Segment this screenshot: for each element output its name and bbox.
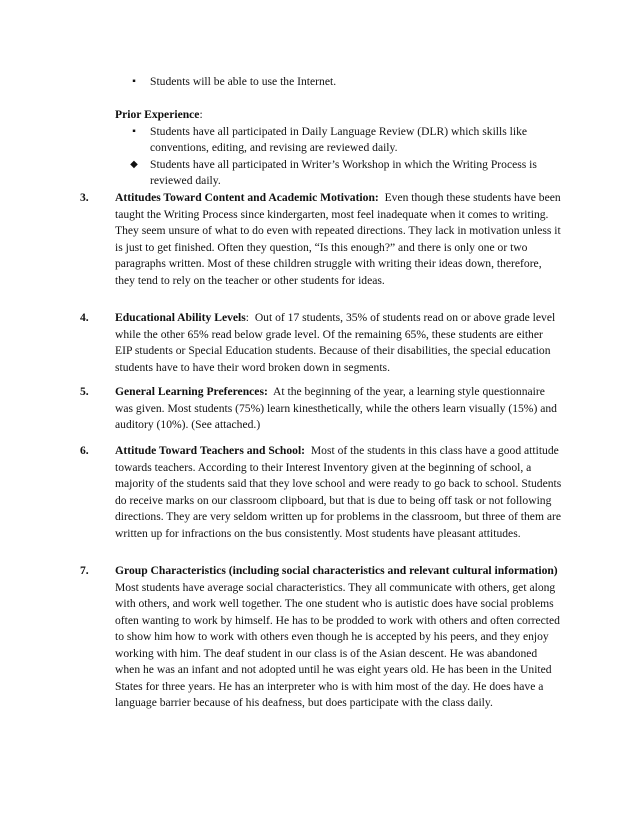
section-title: Group Characteristics (including social characteristics and relevant cultural information)	[115, 564, 558, 577]
prior-experience-heading: Prior Experience:	[115, 108, 203, 121]
section-body: Educational Ability Levels: Out of 17 students, 35% of students read on or above grade level while the other 65% read below grade level. Of the remaining 65%, these students are either EIP students or Special Education students. Because of their disabilities, the special education students have to have their word broken down in segments.	[115, 311, 556, 374]
section-title: Attitudes Toward Content and Academic Motivation:	[115, 191, 379, 204]
prior-experience-section	[0, 107, 638, 190]
section-text: Even though these students have been taught the Writing Process since kindergarten, most feel inadequate when it comes to writing. They seem unsure of what to do even with repeated directions. They lack in motivation unless it is just to get finished. Often they question, “Is this enough?” and there is only one or two paragraphs written. Most of these children struggle with writing their ideas down, therefore, they tend to rely on the teacher or other students for ideas.	[115, 191, 561, 287]
section-group-characteristics	[80, 563, 562, 712]
section-text: Out of 17 students, 35% of students read on or above grade level while the other 65% read below grade level. Of the remaining 65%, these students are either EIP students or Special Education students. Because of their disabilities, the special education students have to have their word broken down in segments.	[115, 311, 556, 374]
section-number: 4.	[80, 311, 89, 324]
section-title: General Learning Preferences:	[115, 385, 268, 398]
section-text: Most of the students in this class have a good attitude towards teachers. According to their Interest Inventory given at the beginning of school, a majority of the students said that they love school and were ready to go back to school. Students do receive marks on our classroom clipboard, but that is due to being off task or not following directions. They are very seldom written up for problems in the classroom, but three of them are written up for infractions on the bus consistently. Most students have pleasant attitudes.	[115, 444, 562, 540]
section-number: 3.	[80, 191, 89, 204]
section-number: 5.	[80, 385, 89, 398]
section-number: 7.	[80, 564, 89, 577]
section-body	[115, 443, 562, 542]
section-body	[115, 563, 562, 712]
section-attitude-teachers	[80, 443, 562, 542]
list-item: ▪ Students will be able to use the Internet.	[100, 74, 558, 91]
section-number: 6.	[80, 444, 89, 457]
section-body	[115, 384, 562, 434]
bullet-icon: ▪	[132, 76, 136, 87]
list-item: ▪ Students have all participated in Daily Language Review (DLR) which skills like conventions, editing, and revising are reviewed daily.	[100, 124, 558, 157]
section-title: Educational Ability Levels	[115, 311, 246, 324]
list-item: ◆ Students have all participated in Writer’s Workshop in which the Writing Process is reviewed daily.	[100, 157, 558, 190]
bullet-icon: ◆	[130, 158, 138, 170]
section-educational-ability	[80, 310, 562, 376]
section-title: Attitude Toward Teachers and School:	[115, 444, 306, 457]
section-body	[115, 190, 562, 289]
section-text: At the beginning of the year, a learning style questionnaire was given. Most students (75%) learn kinesthetically, while the others learn visually (15%) and auditory (10%). (See attached.)	[115, 385, 557, 431]
section-attitudes-content	[80, 190, 562, 289]
top-bullet-list	[0, 74, 638, 91]
section-text: Most students have average social characteristics. They all communicate with others, get along with others, and work well together. The one student who is autistic does have social problems often wanting to work by himself. He has to be prodded to work with others and often corrected to show him how to work with others even though he is accepted by his peers, and they enjoy working with him. The deaf student in our class is of the Asian descent. He was abandoned when he was an infant and not adopted until he was eight years old. He has been in the United States for three years. He has an interpreter who is with him most of the day. He does have a language barrier because of his deafness, but does participate with the class daily.	[115, 580, 560, 709]
section-learning-preferences	[80, 384, 562, 434]
bullet-icon: ▪	[132, 125, 136, 137]
